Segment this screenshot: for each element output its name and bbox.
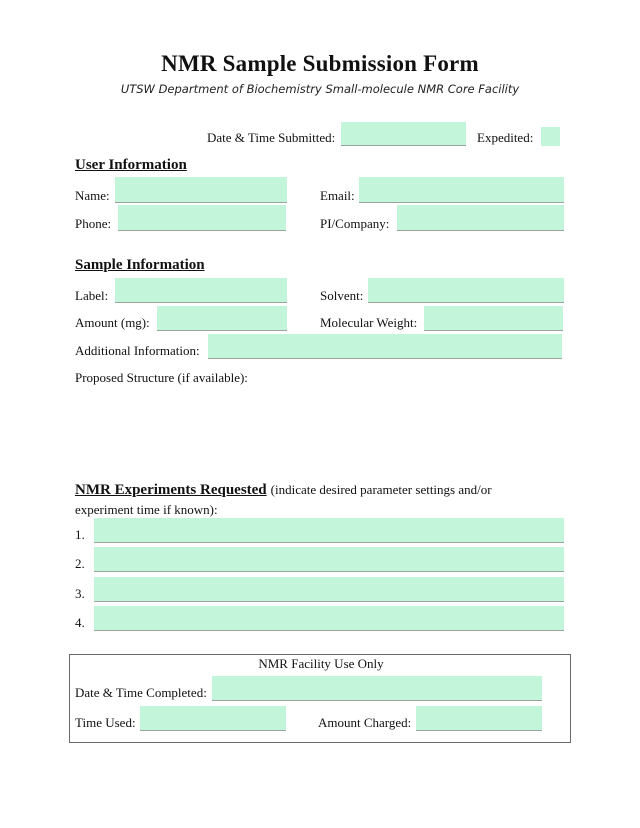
sample-information-heading: Sample Information <box>75 257 205 273</box>
facility-use-box <box>69 654 571 743</box>
page-subtitle: UTSW Department of Biochemistry Small-molecule NMR Core Facility <box>120 82 520 96</box>
date-time-submitted-field[interactable] <box>341 122 466 146</box>
pi-company-label: PI/Company: <box>320 216 390 231</box>
page-title: NMR Sample Submission Form <box>161 51 479 76</box>
phone-field[interactable] <box>118 205 286 231</box>
amount-charged-label: Amount Charged: <box>318 715 412 730</box>
time-used-label: Time Used: <box>75 715 136 730</box>
expedited-checkbox[interactable] <box>541 127 560 146</box>
solvent-field[interactable] <box>368 278 564 303</box>
amount-label: Amount (mg): <box>75 315 150 330</box>
name-field[interactable] <box>115 177 287 203</box>
amount-charged-field[interactable] <box>416 706 542 731</box>
solvent-label: Solvent: <box>320 288 364 303</box>
experiments-heading-block <box>75 480 565 519</box>
experiment-number-4: 4. <box>75 615 85 630</box>
proposed-structure-label: Proposed Structure (if available): <box>75 370 248 385</box>
pi-company-field[interactable] <box>397 205 564 231</box>
sample-label-field[interactable] <box>115 278 287 303</box>
email-label: Email: <box>320 188 355 203</box>
facility-title: NMR Facility Use Only <box>258 656 384 671</box>
additional-information-field[interactable] <box>208 334 562 359</box>
experiment-field-1[interactable] <box>94 518 564 543</box>
amount-field[interactable] <box>157 306 287 331</box>
experiment-number-2: 2. <box>75 556 85 571</box>
molecular-weight-field[interactable] <box>424 306 563 331</box>
experiments-note-line2: experiment time if known): <box>75 502 218 517</box>
experiment-field-2[interactable] <box>94 547 564 572</box>
date-time-submitted-label: Date & Time Submitted: <box>207 130 336 145</box>
expedited-label: Expedited: <box>477 130 534 145</box>
experiment-field-4[interactable] <box>94 606 564 631</box>
experiments-heading: NMR Experiments Requested <box>75 482 267 498</box>
molecular-weight-label: Molecular Weight: <box>320 315 418 330</box>
sample-label-label: Label: <box>75 288 109 303</box>
user-information-heading: User Information <box>75 157 187 173</box>
name-label: Name: <box>75 188 110 203</box>
additional-information-label: Additional Information: <box>75 343 200 358</box>
phone-label: Phone: <box>75 216 112 231</box>
experiment-number-1: 1. <box>75 527 85 542</box>
date-time-completed-field[interactable] <box>212 676 542 701</box>
time-used-field[interactable] <box>140 706 286 731</box>
experiment-number-3: 3. <box>75 586 85 601</box>
experiments-note-line1: (indicate desired parameter settings and/or <box>270 482 492 497</box>
email-field[interactable] <box>359 177 564 203</box>
date-time-completed-label: Date & Time Completed: <box>75 685 207 700</box>
experiment-field-3[interactable] <box>94 577 564 602</box>
